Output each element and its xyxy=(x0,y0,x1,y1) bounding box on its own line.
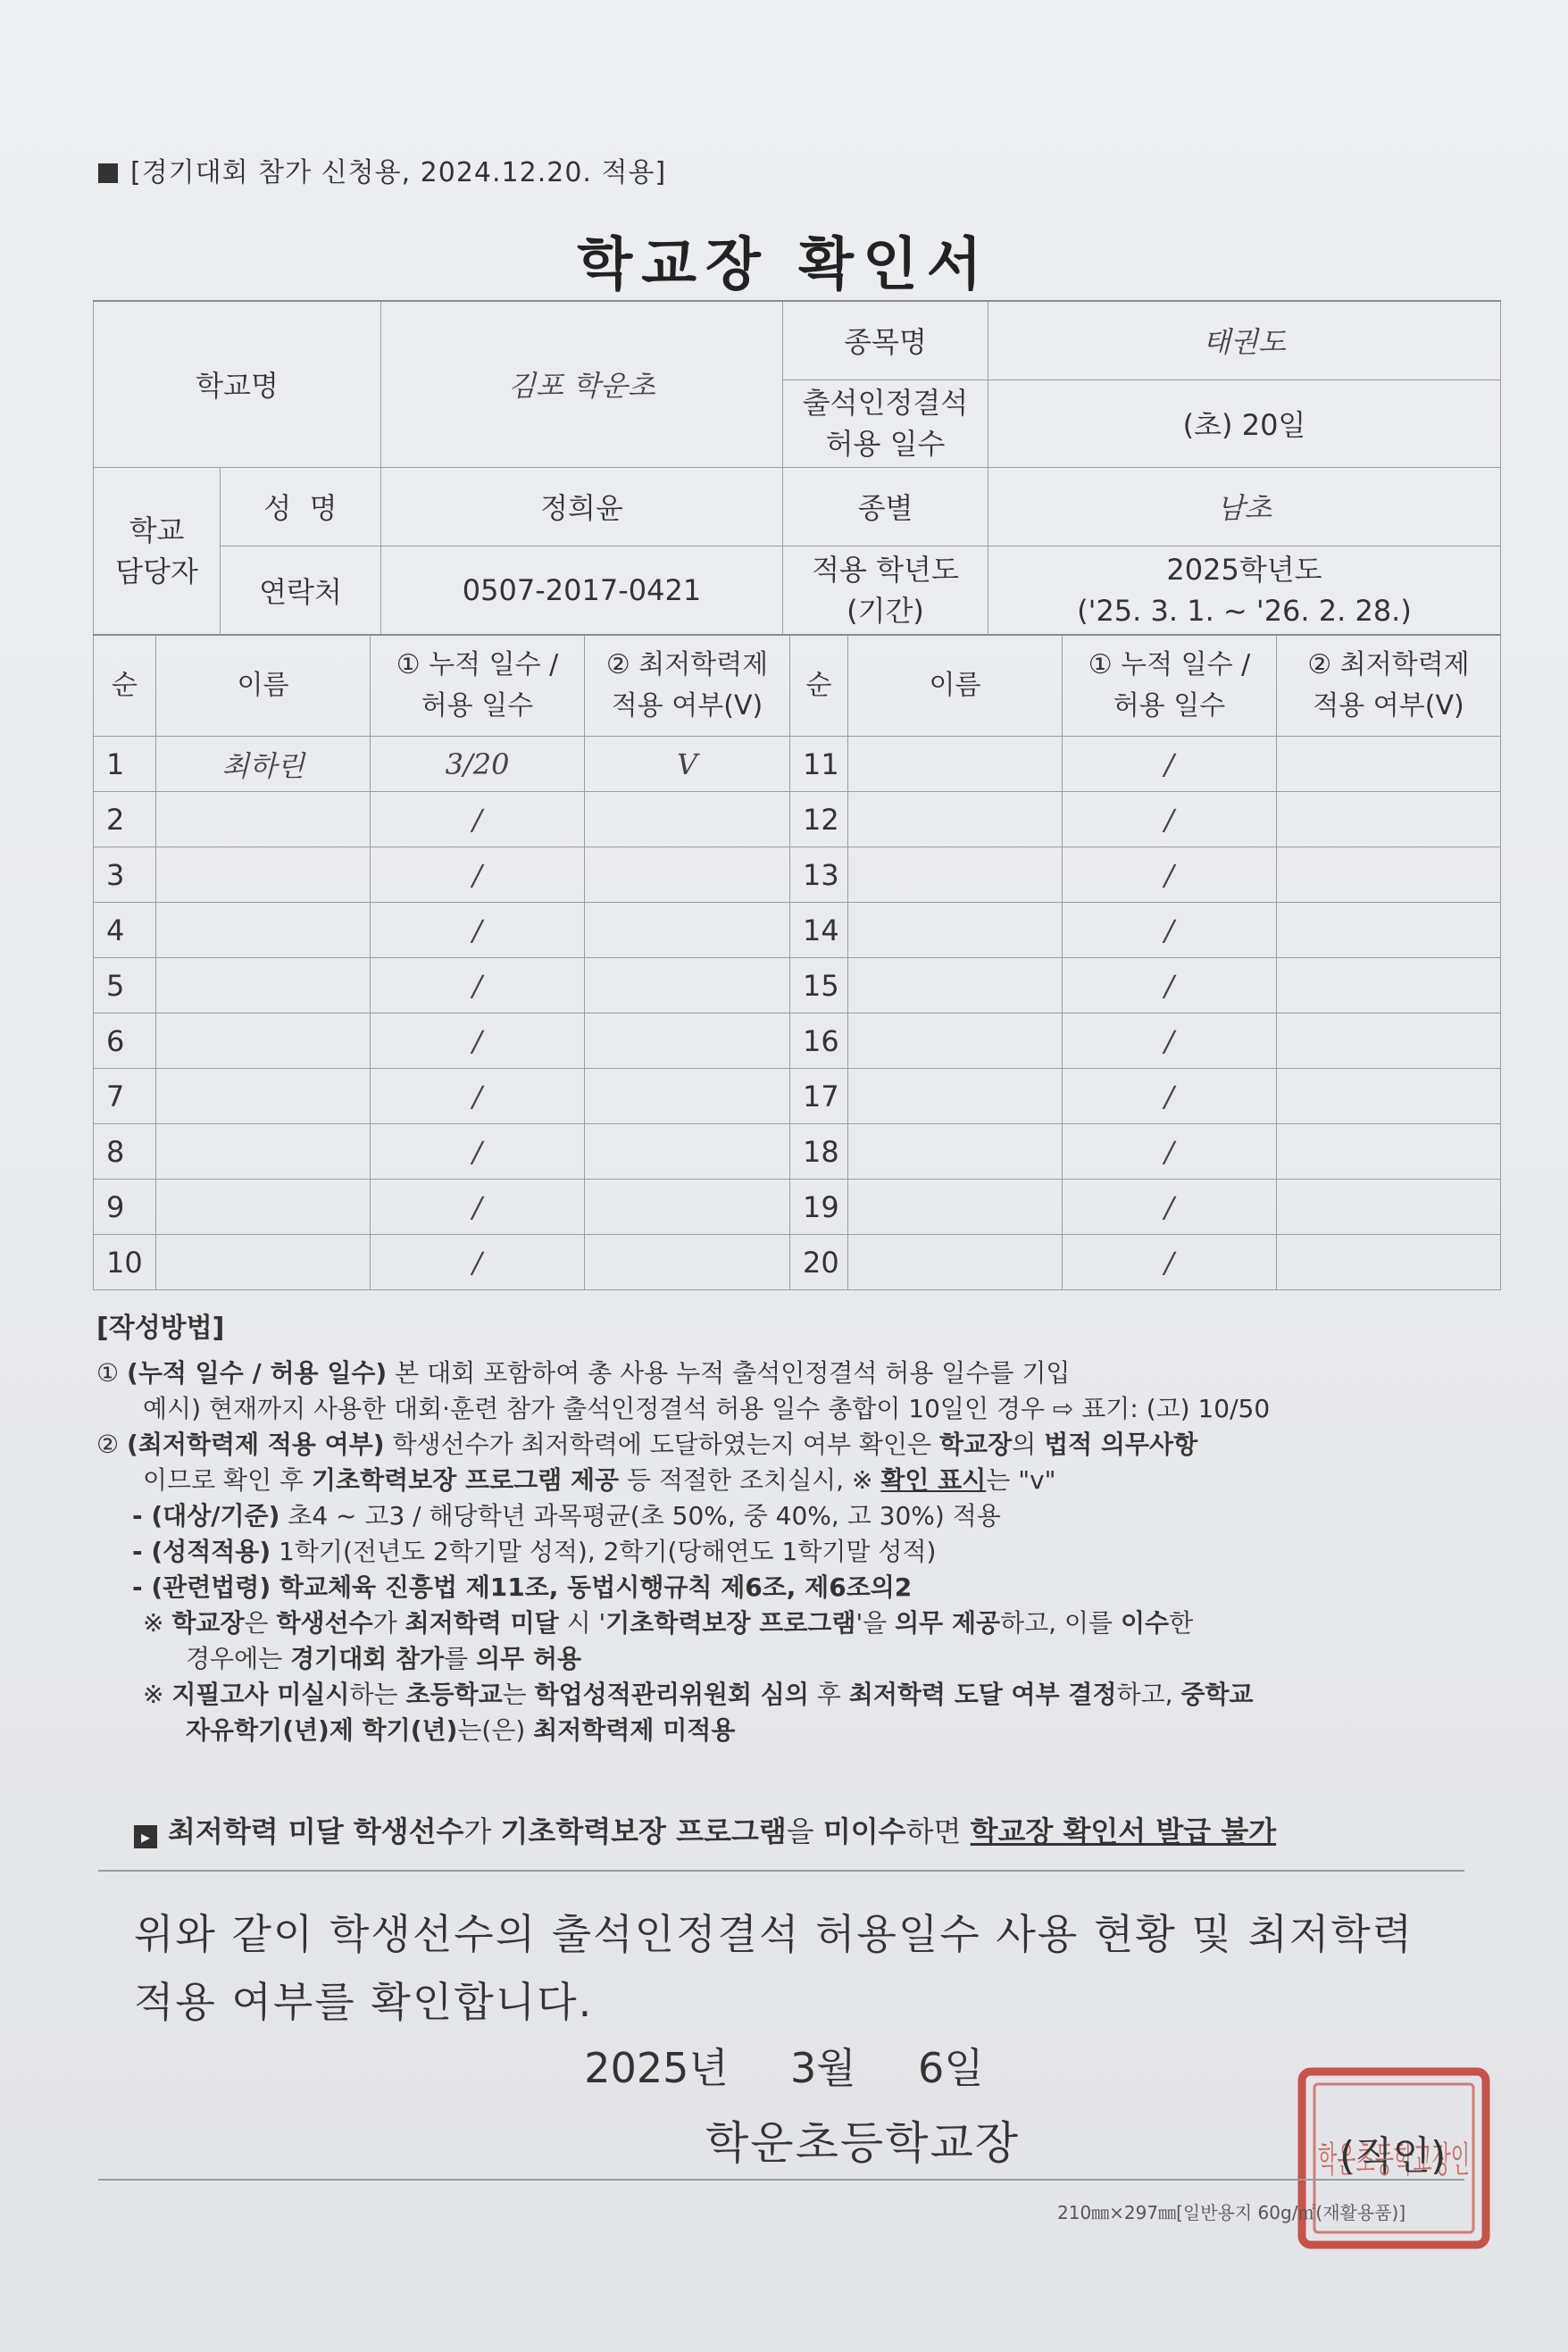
cell-name xyxy=(848,737,1063,792)
seal-label: (직인) xyxy=(1339,2133,1447,2179)
table-row xyxy=(94,958,1501,1013)
detail-grades: - (성적적용) 1학기(전년도 2학기말 성적), 2학기(당해연도 1학기말 성적) xyxy=(132,1537,937,1566)
cell-min xyxy=(585,792,790,847)
cell-days: / xyxy=(1063,792,1277,847)
cell-no: 3 xyxy=(94,847,156,903)
cell-name xyxy=(848,792,1063,847)
cell-name xyxy=(156,903,371,958)
cell-name xyxy=(848,1013,1063,1069)
cell-min xyxy=(585,1180,790,1235)
cell-days: / xyxy=(371,958,585,1013)
cell-min xyxy=(1277,1069,1501,1124)
cell-name xyxy=(156,1180,371,1235)
instruction-2: ② (최저학력제 적용 여부) 학생선수가 최저학력에 도달하였는지 여부 확인은 학교장의 법적 의무사항 xyxy=(96,1430,1198,1459)
cell-name: 최하린 xyxy=(156,737,371,792)
table-row xyxy=(94,1180,1501,1235)
cell-name xyxy=(156,792,371,847)
school-name-label: 학교명 xyxy=(94,301,381,467)
cell-min xyxy=(585,958,790,1013)
col-name-header: 이름 xyxy=(156,635,371,737)
cell-no: 2 xyxy=(94,792,156,847)
cell-min xyxy=(585,903,790,958)
cell-name xyxy=(848,1069,1063,1124)
cell-min xyxy=(1277,1124,1501,1180)
cell-no: 15 xyxy=(790,958,848,1013)
confirmation-text: 위와 같이 학생선수의 출석인정결석 허용일수 사용 현황 및 최저학력 적용 여부를 확인합니다. xyxy=(134,1910,1414,2026)
col-no-header: 순 xyxy=(94,635,156,737)
cell-days: / xyxy=(1063,1013,1277,1069)
school-manager-label: 학교 담당자 xyxy=(94,467,221,635)
cell-no: 10 xyxy=(94,1235,156,1290)
sport-value: 태권도 xyxy=(988,301,1501,379)
square-bullet-icon xyxy=(98,163,118,183)
allowed-days-label: 출석인정결석 허용 일수 xyxy=(783,379,988,467)
divider-bottom xyxy=(98,2179,1464,2181)
category-label: 종별 xyxy=(783,467,988,546)
school-year-label: 적용 학년도 (기간) xyxy=(783,546,988,635)
principal-title: 학운초등학교장 xyxy=(705,2117,1021,2169)
cell-no: 17 xyxy=(790,1069,848,1124)
detail-target: - (대상/기준) 초4 ~ 고3 / 해당학년 과목평균(초 50%, 중 40%, 고 30%) 적용 xyxy=(132,1501,1001,1530)
contact-value: 0507-2017-0421 xyxy=(381,546,783,635)
arrow-box-icon: ▸ xyxy=(134,1825,157,1848)
cell-no: 19 xyxy=(790,1180,848,1235)
contact-label: 연락처 xyxy=(221,546,381,635)
cell-min xyxy=(585,847,790,903)
cell-no: 6 xyxy=(94,1013,156,1069)
cell-name xyxy=(156,1124,371,1180)
col-no-header: 순 xyxy=(790,635,848,737)
cell-name xyxy=(848,1235,1063,1290)
cell-min xyxy=(1277,1180,1501,1235)
cell-min xyxy=(585,1235,790,1290)
student-table xyxy=(93,634,1501,1290)
school-year-value: 2025학년도 ('25. 3. 1. ~ '26. 2. 28.) xyxy=(988,546,1501,635)
cell-min xyxy=(1277,792,1501,847)
cell-min xyxy=(585,1124,790,1180)
col-min-header: ② 최저학력제 적용 여부(V) xyxy=(585,635,790,737)
cell-days: / xyxy=(1063,1180,1277,1235)
note-1-cont: 경우에는 경기대회 참가를 의무 허용 xyxy=(186,1644,582,1673)
cell-name xyxy=(156,1069,371,1124)
cell-no: 12 xyxy=(790,792,848,847)
cell-name xyxy=(848,847,1063,903)
cell-name xyxy=(848,1180,1063,1235)
col-days-header: ① 누적 일수 / 허용 일수 xyxy=(371,635,585,737)
cell-no: 8 xyxy=(94,1124,156,1180)
cell-no: 14 xyxy=(790,903,848,958)
col-name-header: 이름 xyxy=(848,635,1063,737)
table-row xyxy=(94,847,1501,903)
issuance-notice: ▸ 최저학력 미달 학생선수가 기초학력보장 프로그램을 미이수하면 학교장 확인서 발급 불가 xyxy=(134,1809,1276,1850)
cell-no: 4 xyxy=(94,903,156,958)
cell-no: 11 xyxy=(790,737,848,792)
cell-days: / xyxy=(1063,1069,1277,1124)
cell-no: 9 xyxy=(94,1180,156,1235)
manager-name-value: 정희윤 xyxy=(381,467,783,546)
col-days-header: ① 누적 일수 / 허용 일수 xyxy=(1063,635,1277,737)
cell-no: 18 xyxy=(790,1124,848,1180)
cell-name xyxy=(156,958,371,1013)
col-min-header: ② 최저학력제 적용 여부(V) xyxy=(1277,635,1501,737)
cell-min xyxy=(1277,1013,1501,1069)
cell-name xyxy=(848,903,1063,958)
detail-law: - (관련법령) 학교체육 진흥법 제11조, 동법시행규칙 제6조, 제6조의2 xyxy=(132,1572,913,1602)
cell-name xyxy=(156,847,371,903)
cell-min xyxy=(585,1069,790,1124)
cell-min xyxy=(585,1013,790,1069)
cell-days: / xyxy=(1063,847,1277,903)
table-row xyxy=(94,1069,1501,1124)
instructions-section xyxy=(96,1311,1489,1748)
cell-days: / xyxy=(1063,903,1277,958)
table-row xyxy=(94,792,1501,847)
seal-text: 학운초등학교장인 xyxy=(1318,2139,1470,2181)
instructions-heading: [작성방법] xyxy=(96,1313,225,1344)
school-name-value: 김포 학운초 xyxy=(381,301,783,467)
cell-min xyxy=(1277,1235,1501,1290)
cell-name xyxy=(848,1124,1063,1180)
cell-days: / xyxy=(1063,958,1277,1013)
note-1: ※ 학교장은 학생선수가 최저학력 미달 시 '기초학력보장 프로그램'을 의무 제공하고, 이를 이수한 xyxy=(143,1608,1194,1638)
instruction-1: ① (누적 일수 / 허용 일수) 본 대회 포함하여 총 사용 누적 출석인정결석 허용 일수를 기입 xyxy=(96,1358,1071,1388)
note-2: ※ 지필고사 미실시하는 초등학교는 학업성적관리위원회 심의 후 최저학력 도달 여부 결정하고, 중학교 xyxy=(143,1680,1254,1709)
cell-min xyxy=(1277,847,1501,903)
cell-days: / xyxy=(1063,737,1277,792)
cell-days: / xyxy=(371,792,585,847)
cell-no: 1 xyxy=(94,737,156,792)
cell-min xyxy=(1277,903,1501,958)
info-table xyxy=(93,300,1501,636)
cell-days: / xyxy=(371,903,585,958)
student-table-body xyxy=(94,635,1501,1290)
cell-name xyxy=(156,1013,371,1069)
manager-name-label: 성 명 xyxy=(221,467,381,546)
cell-no: 13 xyxy=(790,847,848,903)
cell-min xyxy=(1277,958,1501,1013)
cell-days: / xyxy=(1063,1235,1277,1290)
cell-name xyxy=(848,958,1063,1013)
cell-days: 3/20 xyxy=(371,737,585,792)
form-usage-note: [경기대회 참가 신청용, 2024.12.20. 적용] xyxy=(98,150,666,189)
cell-no: 7 xyxy=(94,1069,156,1124)
cell-days: / xyxy=(371,1180,585,1235)
cell-no: 5 xyxy=(94,958,156,1013)
cell-name xyxy=(156,1235,371,1290)
cell-days: / xyxy=(371,1013,585,1069)
cell-no: 16 xyxy=(790,1013,848,1069)
paper-spec: 210㎜×297㎜[일반용지 60g/㎡(재활용품)] xyxy=(1057,2202,1406,2223)
table-row xyxy=(94,1124,1501,1180)
sport-label: 종목명 xyxy=(783,301,988,379)
cell-days: / xyxy=(371,1069,585,1124)
table-row xyxy=(94,903,1501,958)
note-2-cont: 자유학기(년)제 학기(년)는(은) 최저학력제 미적용 xyxy=(186,1715,736,1745)
cell-days: / xyxy=(371,847,585,903)
cell-days: / xyxy=(371,1235,585,1290)
divider xyxy=(98,1870,1464,1872)
table-row xyxy=(94,1013,1501,1069)
table-row xyxy=(94,737,1501,792)
allowed-days-value: (초) 20일 xyxy=(988,379,1501,467)
instruction-2-cont: 이므로 확인 후 기초학력보장 프로그램 제공 등 적절한 조치실시, ※ 확인 표시는 "v" xyxy=(143,1465,1056,1495)
category-value: 남초 xyxy=(988,467,1501,546)
document-title: 학교장 확인서 xyxy=(577,232,991,298)
cell-no: 20 xyxy=(790,1235,848,1290)
table-row xyxy=(94,1235,1501,1290)
cell-days: / xyxy=(371,1124,585,1180)
cell-min xyxy=(1277,737,1501,792)
cell-days: / xyxy=(1063,1124,1277,1180)
cell-min: V xyxy=(585,737,790,792)
student-table-header xyxy=(94,635,1501,737)
issue-date: 2025년 3월 6일 xyxy=(584,2044,984,2092)
instruction-1-example: 예시) 현재까지 사용한 대회·훈련 참가 출석인정결석 허용 일수 총합이 10일인 경우 ⇨ 표기: (고) 10/50 xyxy=(143,1394,1271,1423)
